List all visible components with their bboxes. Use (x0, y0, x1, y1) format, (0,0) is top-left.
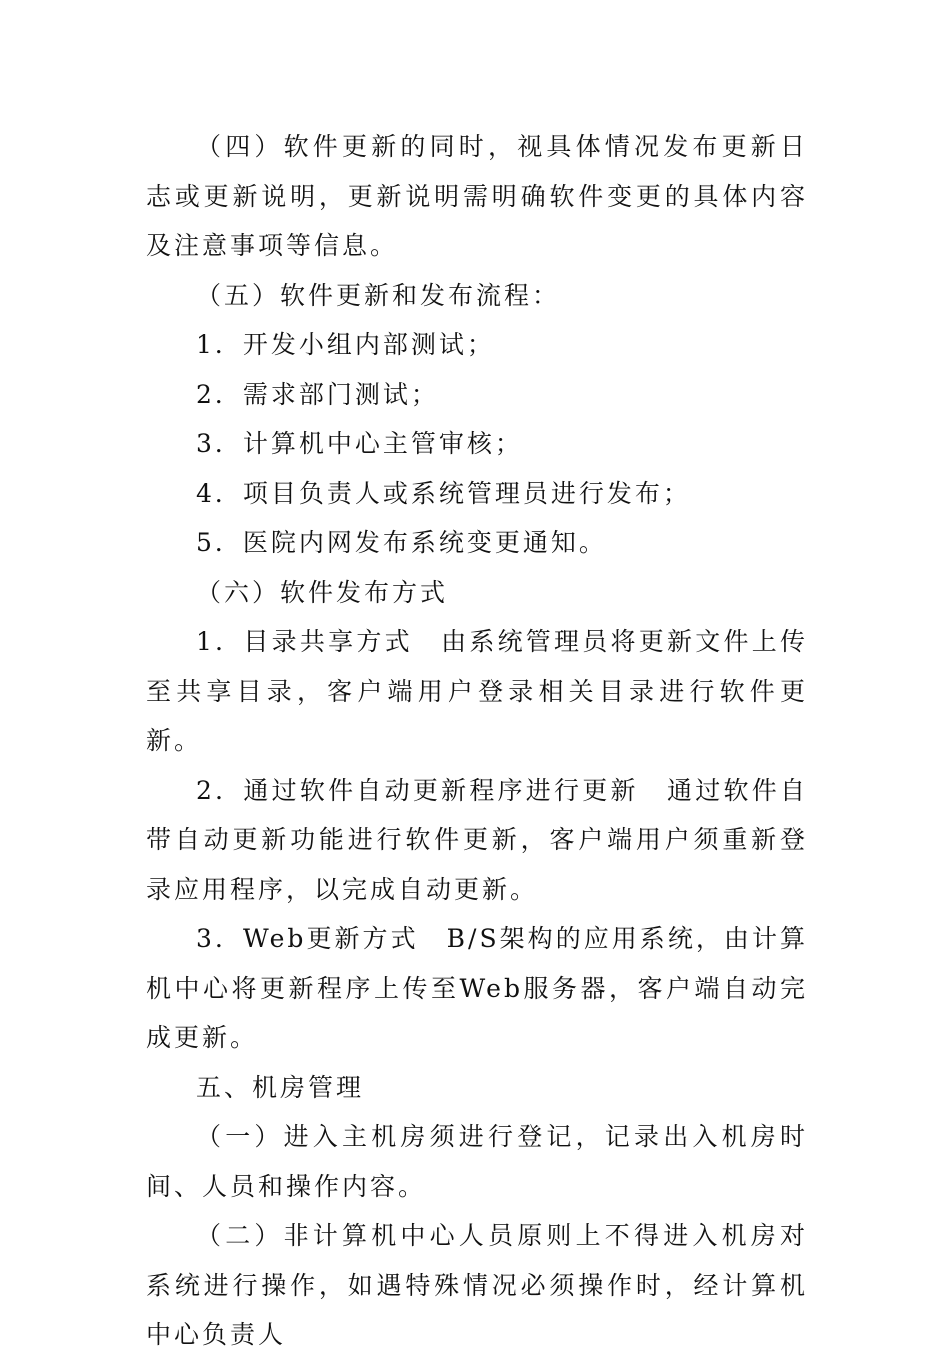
paragraph-step-publish: 4．项目负责人或系统管理员进行发布； (196, 478, 691, 508)
paragraph-step-dept-test: 2．需求部门测试； (196, 379, 439, 409)
section-heading-server-room: 五、机房管理 (196, 1072, 365, 1102)
paragraph-method-auto-update: 2．通过软件自动更新程序进行更新 通过软件自带自动更新功能进行软件更新，客户端用户须重新登录应用程序，以完成自动更新。 (146, 775, 808, 904)
paragraph-step-internal-test: 1．开发小组内部测试； (196, 330, 495, 359)
paragraph-software-update-log: （四）软件更新的同时，视具体情况发布更新日志或更新说明，更新说明需明确软件变更的具体内容及注意事项等信息。 (146, 132, 808, 260)
document-body (146, 122, 808, 1360)
paragraph-room-access-rule: （二）非计算机中心人员原则上不得进入机房对系统进行操作，如遇特殊情况必须操作时，经计算机中心负责人 (146, 1221, 808, 1349)
paragraph-step-notify: 5．医院内网发布系统变更通知。 (196, 528, 607, 557)
paragraph-method-web: 3．Web更新方式 B/S架构的应用系统，由计算机中心将更新程序上传至Web服务器，客户端自动完成更新。 (146, 924, 808, 1052)
paragraph-step-review: 3．计算机中心主管审核； (196, 429, 523, 458)
paragraph-release-process-heading: （五）软件更新和发布流程： (196, 280, 561, 310)
paragraph-release-method-heading: （六）软件发布方式 (196, 577, 449, 607)
paragraph-room-registration: （一）进入主机房须进行登记，记录出入机房时间、人员和操作内容。 (146, 1122, 808, 1201)
paragraph-method-shared-dir: 1．目录共享方式 由系统管理员将更新文件上传至共享目录，客户端用户登录相关目录进行软件更新。 (146, 627, 808, 755)
